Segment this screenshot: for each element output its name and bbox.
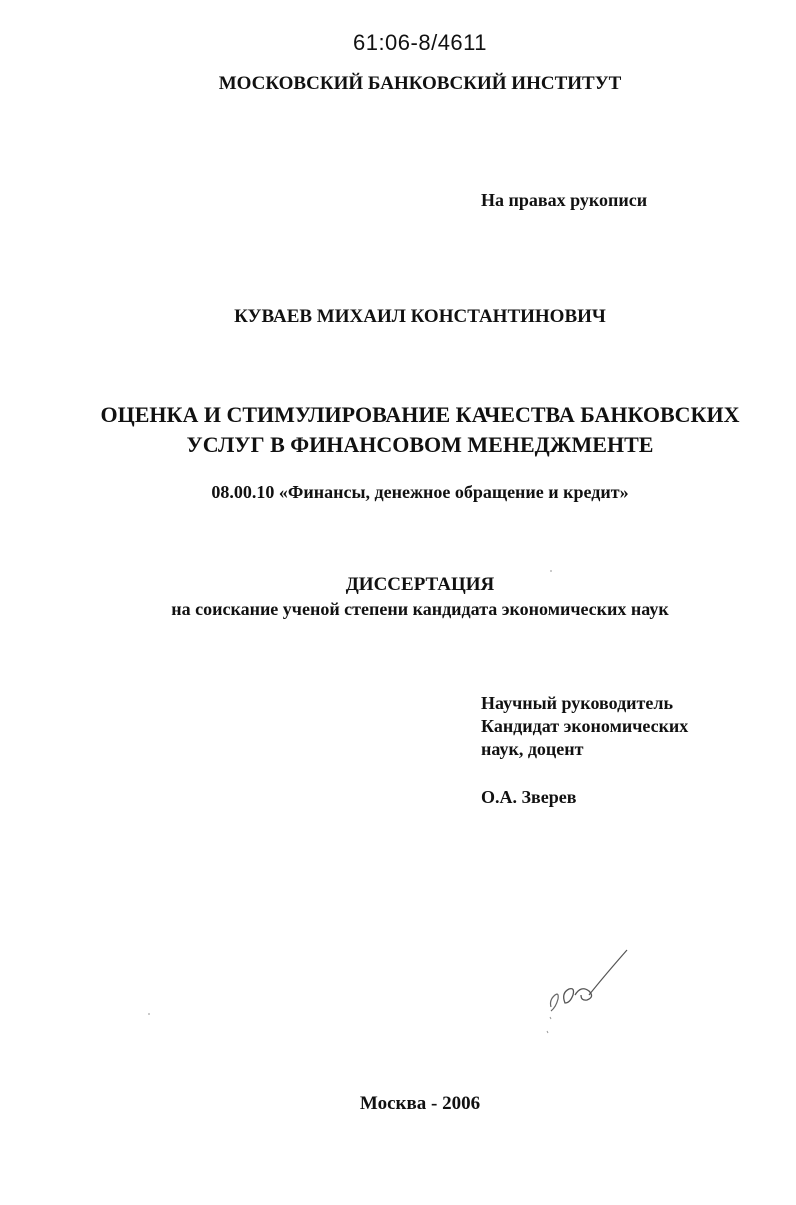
- place-and-year: Москва - 2006: [359, 1093, 481, 1114]
- supervisor-rank-line-1: Кандидат экономических: [481, 716, 689, 736]
- scan-speck: [148, 1013, 150, 1015]
- title-line-1: ОЦЕНКА И СТИМУЛИРОВАНИЕ КАЧЕСТВА БАНКОВСКИХ: [100, 402, 740, 427]
- catalog-number: 61:06-8/4611: [352, 30, 488, 55]
- institution-name: МОСКОВСКИЙ БАНКОВСКИЙ ИНСТИТУТ: [218, 73, 622, 94]
- signature-mark: [545, 945, 635, 1040]
- supervisor-role: Научный руководитель: [481, 693, 673, 713]
- supervisor-block: [481, 692, 688, 761]
- title-line-2: УСЛУГ В ФИНАНСОВОМ МЕНЕДЖМЕНТЕ: [186, 432, 654, 457]
- document-type: ДИССЕРТАЦИЯ: [345, 574, 495, 595]
- supervisor-name: О.А. Зверев: [481, 787, 577, 807]
- specialty-code: 08.00.10 «Финансы, денежное обращение и кредит»: [211, 482, 629, 502]
- scan-speck: [550, 570, 552, 572]
- author-name: КУВАЕВ МИХАИЛ КОНСТАНТИНОВИЧ: [234, 306, 606, 327]
- supervisor-rank-line-2: наук, доцент: [481, 739, 584, 759]
- dissertation-title: [0, 400, 796, 460]
- manuscript-rights-note: На правах рукописи: [481, 190, 648, 210]
- degree-description: на соискание ученой степени кандидата экономических наук: [171, 599, 669, 619]
